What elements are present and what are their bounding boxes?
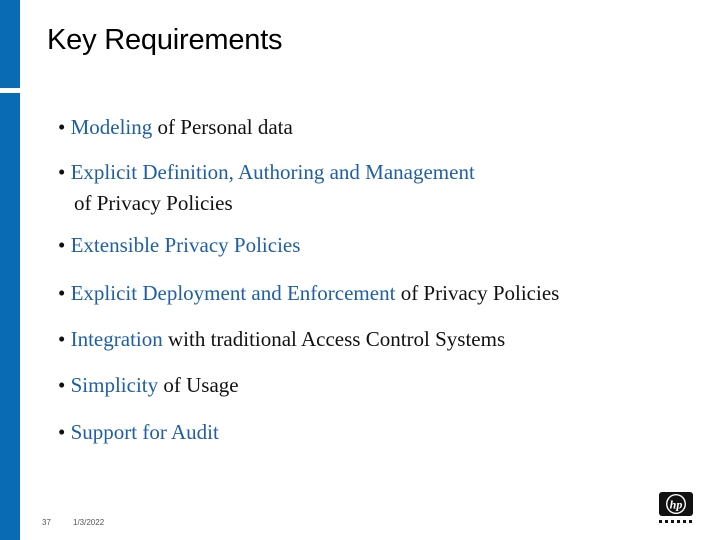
- bullet-marker: •: [58, 160, 66, 184]
- hp-logo-icon: [655, 490, 697, 526]
- bullet-marker: •: [58, 373, 66, 397]
- accent-bar-top: [0, 0, 20, 88]
- bullet-highlight: Support for Audit: [70, 420, 219, 444]
- bullet-item: [58, 324, 505, 355]
- bullet-text: of Privacy Policies: [395, 281, 560, 305]
- bullet-marker: •: [58, 233, 66, 257]
- bullet-item: [58, 417, 219, 448]
- footer-date: 1/3/2022: [73, 518, 105, 527]
- bullet-highlight: Simplicity: [70, 373, 159, 397]
- bullet-marker: •: [58, 115, 66, 139]
- bullet-item: [58, 230, 300, 261]
- bullet-highlight: Extensible Privacy Policies: [70, 233, 301, 257]
- bullet-highlight: Integration: [70, 327, 163, 351]
- hp-logo-text: hp: [669, 497, 683, 512]
- bullet-item: [58, 157, 475, 219]
- bullet-item: [58, 278, 559, 309]
- page-number: 37: [42, 518, 51, 527]
- bullet-highlight: Explicit Definition, Authoring and Management: [70, 160, 475, 184]
- bullet-text: of Privacy Policies: [74, 191, 233, 215]
- bullet-item: [58, 112, 293, 143]
- bullet-text: with traditional Access Control Systems: [162, 327, 506, 351]
- bullet-text: of Usage: [158, 373, 239, 397]
- accent-bar-side: [0, 93, 20, 540]
- bullet-marker: •: [58, 327, 66, 351]
- bullet-text: of Personal data: [152, 115, 293, 139]
- bullet-highlight: Explicit Deployment and Enforcement: [70, 281, 396, 305]
- title-divider: [20, 88, 720, 93]
- bullet-item: [58, 370, 239, 401]
- bullet-highlight: Modeling: [70, 115, 153, 139]
- bullet-marker: •: [58, 420, 66, 444]
- bullet-marker: •: [58, 281, 66, 305]
- slide-title: Key Requirements: [47, 24, 283, 56]
